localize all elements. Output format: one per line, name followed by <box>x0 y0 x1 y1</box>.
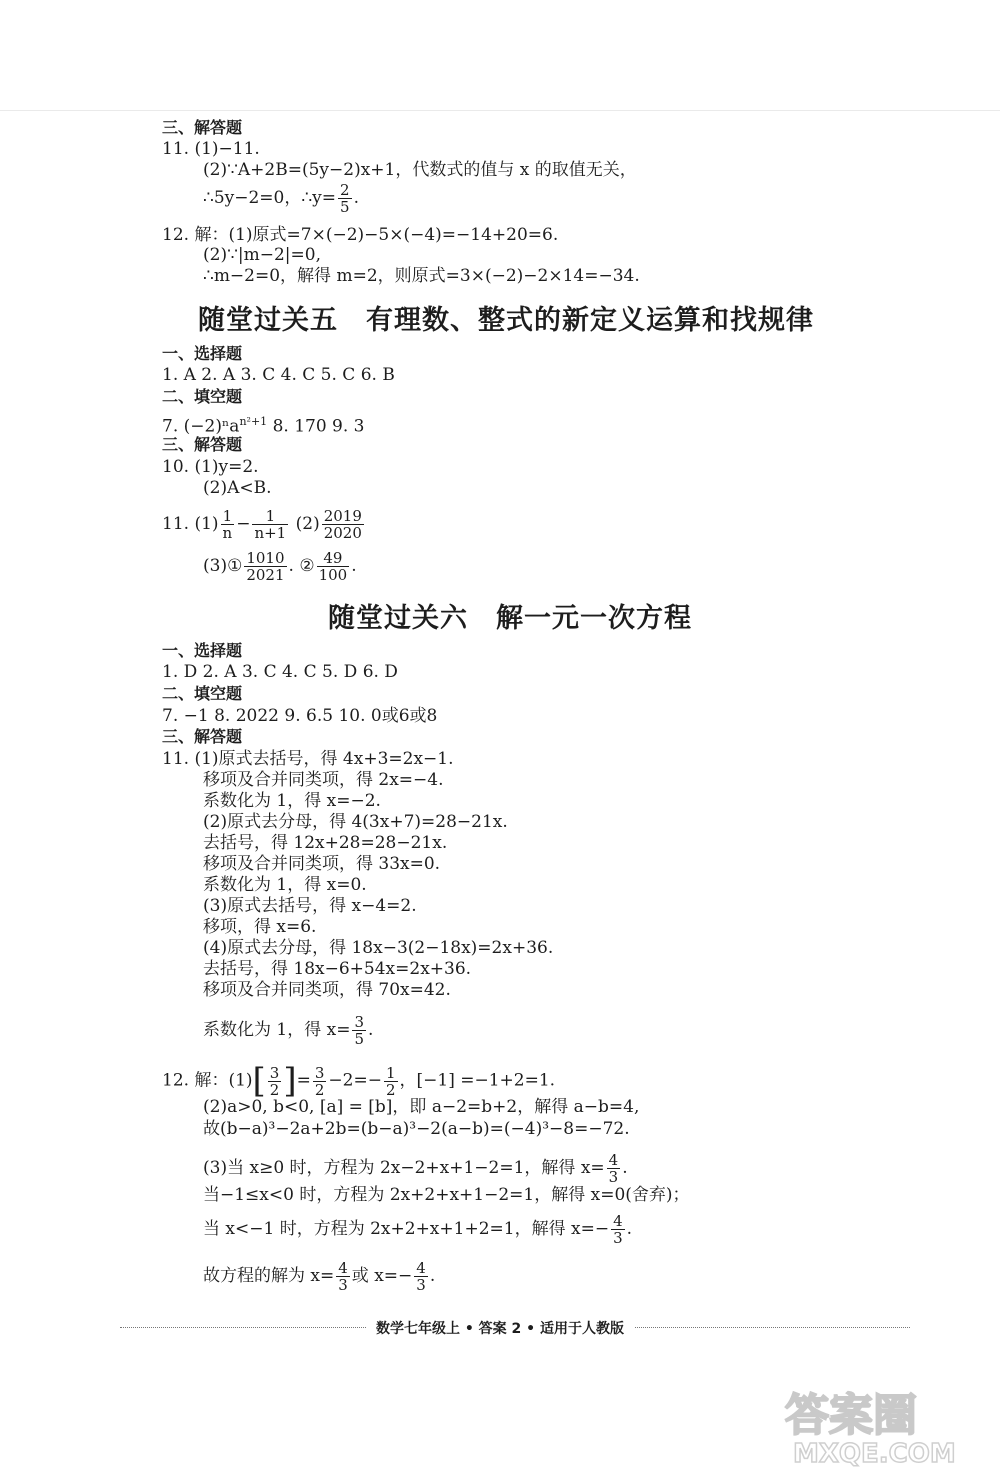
q10-part1: 10. (1)y=2. <box>162 457 259 477</box>
q12-part3c: 当 x<−1 时，方程为 2x+2+x+1+2=1，解得 x=− $\frac{4}{3}$ . <box>203 1212 633 1247</box>
q11-step: 去括号，得 12x+28=28−21x. <box>203 833 448 853</box>
heading-answers: 三、解答题 <box>162 727 243 746</box>
q11-line1: 11. (1) $\frac{1}{n}$ − $\frac{1}{n+1}$ (2) $\frac{2019}{2020}$ <box>162 507 362 542</box>
heading-choice: 一、选择题 <box>162 344 243 363</box>
fill-answers: 7. −1 8. 2022 9. 6.5 10. 0或6或8 <box>162 706 438 726</box>
q11-step-last: 系数化为 1，得 x= $\frac{3}{5}$ . <box>203 1013 374 1048</box>
q11-part3: ∴5y−2=0，∴y= $\frac{2}{5}$ . <box>203 181 359 216</box>
heading-choice: 一、选择题 <box>162 641 243 660</box>
q11-step: 移项，得 x=6. <box>203 917 317 937</box>
q11-step: 11. (1)原式去括号，得 4x+3=2x−1. <box>162 749 454 769</box>
heading-fill: 二、填空题 <box>162 684 243 703</box>
watermark-logo <box>775 1378 995 1468</box>
q11-step: 移项及合并同类项，得 70x=42. <box>203 980 451 1000</box>
section-title-5: 随堂过关五 有理数、整式的新定义运算和找规律 <box>198 305 814 336</box>
q11-step: 去括号，得 18x−6+54x=2x+36. <box>203 959 472 979</box>
q12-part3: (3)当 x≥0 时，方程为 2x−2+x+1−2=1，解得 x= $\frac{4}{3}$ . <box>203 1151 628 1186</box>
section-title-6: 随堂过关六 解一元一次方程 <box>328 603 692 634</box>
q12-conclusion: 故方程的解为 x= $\frac{4}{3}$ 或 x=− $\frac{4}{3}$ . <box>203 1259 436 1294</box>
q11-step: 系数化为 1，得 x=0. <box>203 875 367 895</box>
top-rule <box>0 110 1000 111</box>
svg-text:MXQE.COM: MXQE.COM <box>793 1439 956 1468</box>
heading-answers: 三、解答题 <box>162 118 243 137</box>
choice-answers: 1. D 2. A 3. C 4. C 5. D 6. D <box>162 662 398 682</box>
q11-step: (4)原式去分母，得 18x−3(2−18x)=2x+36. <box>203 938 554 958</box>
page-footer: 数学七年级上 • 答案 2 • 适用于人教版 <box>0 1318 1000 1338</box>
q12-part1: 12. 解：(1)原式=7×(−2)−5×(−4)=−14+20=6. <box>162 225 559 245</box>
q12-part3: ∴m−2=0，解得 m=2，则原式=3×(−2)−2×14=−34. <box>203 266 640 286</box>
fraction: $\frac{2}{5}$ <box>340 181 350 216</box>
q11-step: (3)原式去括号，得 x−4=2. <box>203 896 417 916</box>
q12-part2: (2)a>0, b<0, [a] = [b]，即 a−2=b+2，解得 a−b=4, <box>203 1097 640 1117</box>
heading-answers: 三、解答题 <box>162 435 243 454</box>
q12-part2: (2)∵|m−2|=0, <box>203 245 321 265</box>
q11-step: 移项及合并同类项，得 33x=0. <box>203 854 441 874</box>
svg-text:答案圈: 答案圈 <box>785 1390 917 1441</box>
q10-part2: (2)A<B. <box>203 478 272 498</box>
heading-fill: 二、填空题 <box>162 387 243 406</box>
q12-part2b: 故(b−a)³−2a+2b=(b−a)³−2(a−b)=(−4)³−8=−72. <box>203 1119 630 1139</box>
q11-step: (2)原式去分母，得 4(3x+7)=28−21x. <box>203 812 508 832</box>
fill-answers: 7. (−2)ⁿa$^{n^2+1}$ 8. 170 9. 3 <box>162 415 365 437</box>
q11-line3: (3)① $\frac{1010}{2021}$ . ② $\frac{49}{100}$ . <box>203 549 357 584</box>
choice-answers: 1. A 2. A 3. C 4. C 5. C 6. B <box>162 365 395 385</box>
q12-part1: 12. 解：(1)[ $\frac{3}{2}$ ]= $\frac{3}{2}$ −2=− $\frac{1}{2}$ ，[−1] =−1+2=1. <box>162 1061 556 1101</box>
q11-step: 移项及合并同类项，得 2x=−4. <box>203 770 444 790</box>
q11-step: 系数化为 1，得 x=−2. <box>203 791 381 811</box>
q12-part3b: 当−1≤x<0 时，方程为 2x+2+x+1−2=1，解得 x=0(舍弃)； <box>203 1185 690 1205</box>
q11-part1: 11. (1)−11. <box>162 139 260 159</box>
q11-part2: (2)∵A+2B=(5y−2)x+1，代数式的值与 x 的取值无关， <box>203 160 637 180</box>
